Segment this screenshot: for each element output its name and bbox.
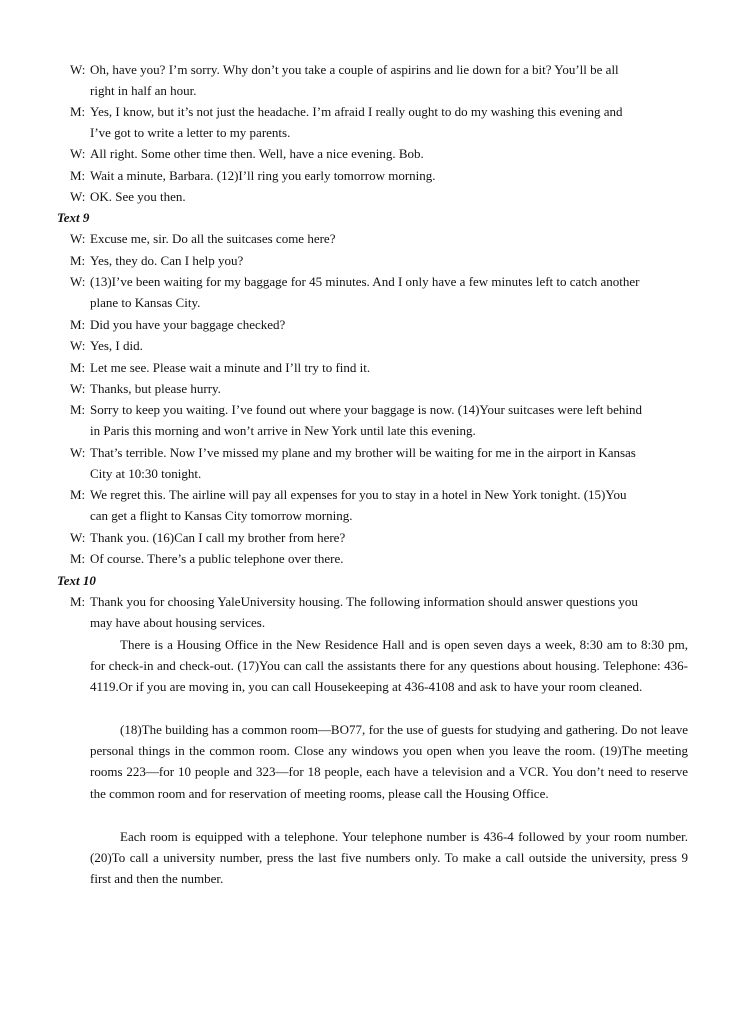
line-text: Oh, have you? I’m sorry. Why don’t you take a couple of aspirins and lie down for a bit? You’ll be all xyxy=(90,62,619,77)
dialogue-line xyxy=(70,548,688,569)
speaker-label: M: xyxy=(70,317,86,332)
dialogue-line xyxy=(70,59,688,101)
line-text: plane to Kansas City. xyxy=(90,295,201,311)
paragraph: There is a Housing Office in the New Residence Hall and is open seven days a week, 8:30 am to 8:30 pm, for check-in and check-out. (17)You can call the assistants there for any questions about housing. Telephone: 436-4119.Or if you are moving in, you can call Housekeeping at 436-4108 and ask to have your room cleaned. xyxy=(90,637,688,695)
speaker-label: W: xyxy=(70,231,86,246)
line-text: Yes, they do. Can I help you? xyxy=(90,253,244,268)
line-text: That’s terrible. Now I’ve missed my plane and my brother will be waiting for me in the airport in Kansas xyxy=(90,445,636,460)
line-text: can get a flight to Kansas City tomorrow morning. xyxy=(90,508,353,524)
speaker-label: M: xyxy=(70,402,86,417)
speaker-label: M: xyxy=(70,551,86,566)
line-text: Excuse me, sir. Do all the suitcases come here? xyxy=(90,231,336,246)
line-text: City at 10:30 tonight. xyxy=(90,466,202,482)
line-text: Thank you for choosing YaleUniversity housing. The following information should answer questions you xyxy=(90,594,638,609)
dialogue-line xyxy=(70,527,688,548)
dialogue-line xyxy=(70,378,688,399)
dialogue-line xyxy=(70,335,688,356)
line-text: Yes, I know, but it’s not just the headache. I’m afraid I really ought to do my washing this evening and xyxy=(90,104,623,119)
line-text: Sorry to keep you waiting. I’ve found out where your baggage is now. (14)Your suitcases were left behind xyxy=(90,402,643,417)
line-text: Of course. There’s a public telephone over there. xyxy=(90,551,344,566)
speaker-label: W: xyxy=(70,338,86,353)
dialogue-line xyxy=(70,165,688,186)
dialogue-line xyxy=(70,228,688,249)
speaker-label: M: xyxy=(70,594,86,609)
line-text: We regret this. The airline will pay all expenses for you to stay in a hotel in New York tonight. (15)You xyxy=(90,487,627,502)
speaker-label: W: xyxy=(70,381,86,396)
section-heading: Text 10 xyxy=(57,573,96,588)
dialogue-line xyxy=(70,101,688,143)
speaker-label: M: xyxy=(70,104,86,119)
line-text: I’ve got to write a letter to my parents. xyxy=(90,125,291,141)
paragraph: (18)The building has a common room—BO77, for the use of guests for studying and gathering. Do not leave personal things in the common room. Close any windows you open when you leave the room. (19)The meeting rooms 223—for 10 people and 323—for 18 people, each have a television and a VCR. You don’t need to reserve the common room and for reservation of meeting rooms, please call the Housing Office. xyxy=(90,722,688,801)
speaker-label: M: xyxy=(70,487,86,502)
speaker-label: W: xyxy=(70,62,86,77)
speaker-label: W: xyxy=(70,530,86,545)
speaker-label: W: xyxy=(70,445,86,460)
line-text: right in half an hour. xyxy=(90,83,197,99)
line-text: Thanks, but please hurry. xyxy=(90,381,221,396)
dialogue-line xyxy=(70,271,688,313)
dialogue-line xyxy=(70,399,688,441)
speaker-label: W: xyxy=(70,146,86,161)
section-heading: Text 9 xyxy=(57,210,90,225)
speaker-label: M: xyxy=(70,168,86,183)
line-text: Wait a minute, Barbara. (12)I’ll ring you early tomorrow morning. xyxy=(90,168,436,183)
line-text: Yes, I did. xyxy=(90,338,143,353)
line-text: Did you have your baggage checked? xyxy=(90,317,286,332)
speaker-label: W: xyxy=(70,189,86,204)
dialogue-line xyxy=(70,484,688,526)
dialogue-line xyxy=(70,250,688,271)
dialogue-line xyxy=(70,186,688,207)
line-text: may have about housing services. xyxy=(90,615,266,631)
dialogue-line xyxy=(70,357,688,378)
line-text: in Paris this morning and won’t arrive in New York until late this evening. xyxy=(90,423,476,439)
speaker-label: W: xyxy=(70,274,86,289)
line-text: OK. See you then. xyxy=(90,189,186,204)
dialogue-line xyxy=(70,314,688,335)
line-text: Thank you. (16)Can I call my brother from here? xyxy=(90,530,346,545)
line-text: All right. Some other time then. Well, have a nice evening. Bob. xyxy=(90,146,424,161)
line-text: Let me see. Please wait a minute and I’ll try to find it. xyxy=(90,360,371,375)
dialogue-line xyxy=(70,143,688,164)
speaker-label: M: xyxy=(70,253,86,268)
line-text: (13)I’ve been waiting for my baggage for 45 minutes. And I only have a few minutes left to catch another xyxy=(90,274,640,289)
speaker-label: M: xyxy=(70,360,86,375)
dialogue-line xyxy=(70,591,688,633)
paragraph: Each room is equipped with a telephone. Your telephone number is 436-4 followed by your room number. (20)To call a university number, press the last five numbers only. To make a call outside the university, press 9 first and then the number. xyxy=(90,829,688,887)
dialogue-line xyxy=(70,442,688,484)
